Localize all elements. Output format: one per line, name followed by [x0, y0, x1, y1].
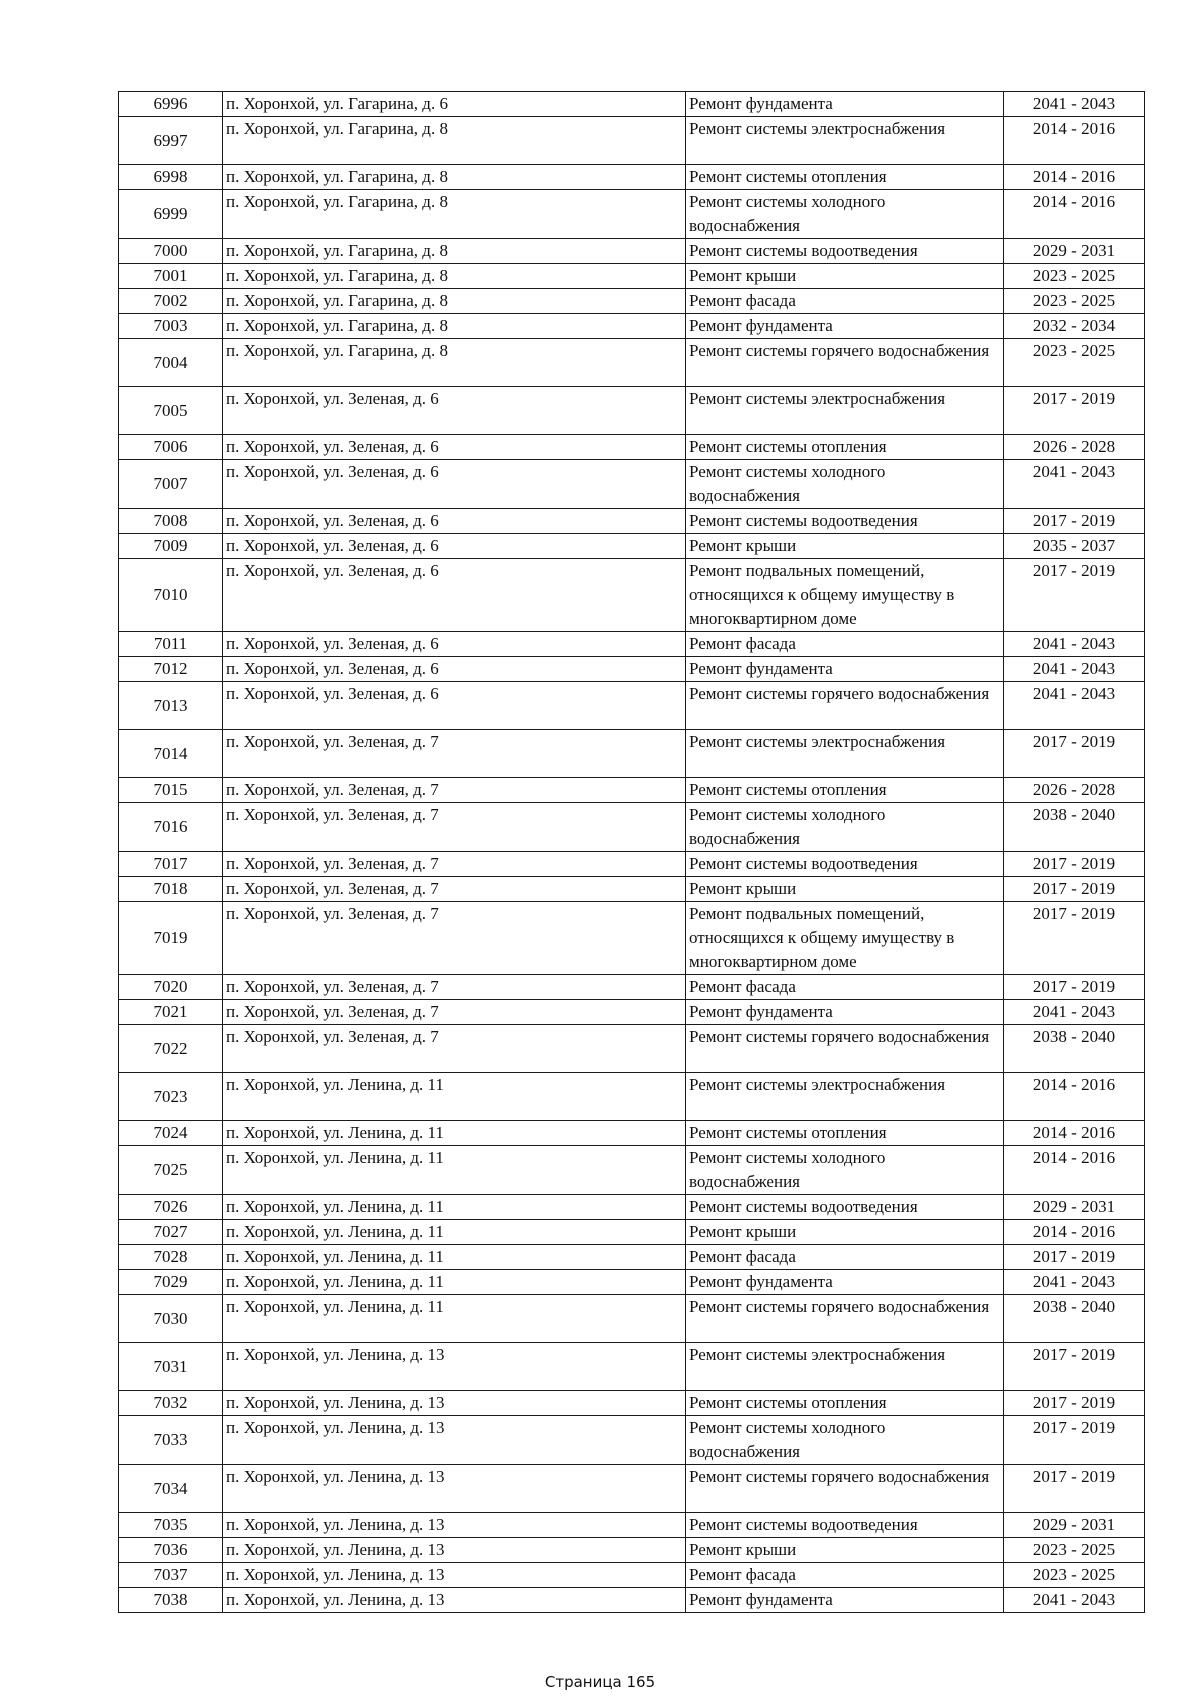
work-type-cell: Ремонт системы водоотведения	[686, 1513, 1004, 1538]
period-cell: 2017 - 2019	[1004, 1465, 1145, 1513]
work-type-cell: Ремонт фундамента	[686, 314, 1004, 339]
work-type-cell: Ремонт фундамента	[686, 1270, 1004, 1295]
work-type-cell: Ремонт системы водоотведения	[686, 239, 1004, 264]
table-row	[119, 387, 1145, 435]
table-row	[119, 657, 1145, 682]
address-cell: п. Хоронхой, ул. Зеленая, д. 7	[223, 778, 686, 803]
period-cell: 2017 - 2019	[1004, 730, 1145, 778]
period-cell: 2023 - 2025	[1004, 289, 1145, 314]
work-type-cell: Ремонт системы отопления	[686, 1121, 1004, 1146]
table-row	[119, 534, 1145, 559]
work-type-cell: Ремонт системы электроснабжения	[686, 1343, 1004, 1391]
table-row	[119, 877, 1145, 902]
address-cell: п. Хоронхой, ул. Зеленая, д. 6	[223, 657, 686, 682]
address-cell: п. Хоронхой, ул. Ленина, д. 13	[223, 1538, 686, 1563]
address-cell: п. Хоронхой, ул. Ленина, д. 13	[223, 1563, 686, 1588]
table-row	[119, 1295, 1145, 1343]
row-number: 7007	[119, 460, 223, 509]
row-number: 6998	[119, 165, 223, 190]
address-cell: п. Хоронхой, ул. Гагарина, д. 8	[223, 339, 686, 387]
work-type-cell: Ремонт фасада	[686, 632, 1004, 657]
row-number: 7016	[119, 803, 223, 852]
period-cell: 2038 - 2040	[1004, 1295, 1145, 1343]
row-number: 7025	[119, 1146, 223, 1195]
work-type-cell: Ремонт системы отопления	[686, 435, 1004, 460]
row-number: 7038	[119, 1588, 223, 1613]
address-cell: п. Хоронхой, ул. Зеленая, д. 6	[223, 682, 686, 730]
row-number: 7003	[119, 314, 223, 339]
period-cell: 2041 - 2043	[1004, 682, 1145, 730]
work-type-cell: Ремонт фундамента	[686, 1000, 1004, 1025]
row-number: 7031	[119, 1343, 223, 1391]
address-cell: п. Хоронхой, ул. Зеленая, д. 6	[223, 387, 686, 435]
period-cell: 2017 - 2019	[1004, 1245, 1145, 1270]
period-cell: 2041 - 2043	[1004, 1270, 1145, 1295]
row-number: 7027	[119, 1220, 223, 1245]
row-number: 7026	[119, 1195, 223, 1220]
row-number: 7018	[119, 877, 223, 902]
period-cell: 2041 - 2043	[1004, 92, 1145, 117]
table-row	[119, 165, 1145, 190]
row-number: 7030	[119, 1295, 223, 1343]
period-cell: 2014 - 2016	[1004, 1121, 1145, 1146]
address-cell: п. Хоронхой, ул. Зеленая, д. 7	[223, 975, 686, 1000]
row-number: 7020	[119, 975, 223, 1000]
table-row	[119, 1195, 1145, 1220]
address-cell: п. Хоронхой, ул. Ленина, д. 11	[223, 1270, 686, 1295]
work-type-cell: Ремонт фундамента	[686, 657, 1004, 682]
address-cell: п. Хоронхой, ул. Зеленая, д. 7	[223, 1000, 686, 1025]
period-cell: 2017 - 2019	[1004, 975, 1145, 1000]
address-cell: п. Хоронхой, ул. Зеленая, д. 6	[223, 460, 686, 509]
period-cell: 2017 - 2019	[1004, 387, 1145, 435]
address-cell: п. Хоронхой, ул. Ленина, д. 11	[223, 1295, 686, 1343]
row-number: 7001	[119, 264, 223, 289]
table-row	[119, 730, 1145, 778]
work-type-cell: Ремонт системы электроснабжения	[686, 387, 1004, 435]
period-cell: 2029 - 2031	[1004, 1513, 1145, 1538]
address-cell: п. Хоронхой, ул. Ленина, д. 11	[223, 1073, 686, 1121]
table-row	[119, 1588, 1145, 1613]
table-row	[119, 92, 1145, 117]
work-type-cell: Ремонт системы холодного водоснабжения	[686, 1416, 1004, 1465]
period-cell: 2023 - 2025	[1004, 264, 1145, 289]
table-row	[119, 1538, 1145, 1563]
address-cell: п. Хоронхой, ул. Зеленая, д. 7	[223, 852, 686, 877]
work-type-cell: Ремонт крыши	[686, 264, 1004, 289]
address-cell: п. Хоронхой, ул. Гагарина, д. 8	[223, 289, 686, 314]
row-number: 7029	[119, 1270, 223, 1295]
period-cell: 2017 - 2019	[1004, 559, 1145, 632]
row-number: 7024	[119, 1121, 223, 1146]
row-number: 7008	[119, 509, 223, 534]
address-cell: п. Хоронхой, ул. Зеленая, д. 7	[223, 902, 686, 975]
table-row	[119, 852, 1145, 877]
table-row	[119, 1245, 1145, 1270]
work-type-cell: Ремонт фасада	[686, 1563, 1004, 1588]
work-type-cell: Ремонт фундамента	[686, 1588, 1004, 1613]
work-type-cell: Ремонт фасада	[686, 289, 1004, 314]
work-type-cell: Ремонт системы электроснабжения	[686, 117, 1004, 165]
period-cell: 2032 - 2034	[1004, 314, 1145, 339]
address-cell: п. Хоронхой, ул. Гагарина, д. 8	[223, 264, 686, 289]
table-row	[119, 1416, 1145, 1465]
work-type-cell: Ремонт фасада	[686, 975, 1004, 1000]
address-cell: п. Хоронхой, ул. Гагарина, д. 8	[223, 239, 686, 264]
work-type-cell: Ремонт системы холодного водоснабжения	[686, 1146, 1004, 1195]
period-cell: 2014 - 2016	[1004, 190, 1145, 239]
repair-schedule-table	[118, 91, 1145, 1613]
work-type-cell: Ремонт системы отопления	[686, 1391, 1004, 1416]
table-row	[119, 289, 1145, 314]
table-row	[119, 239, 1145, 264]
address-cell: п. Хоронхой, ул. Ленина, д. 11	[223, 1146, 686, 1195]
work-type-cell: Ремонт системы горячего водоснабжения	[686, 1295, 1004, 1343]
work-type-cell: Ремонт системы горячего водоснабжения	[686, 682, 1004, 730]
row-number: 7010	[119, 559, 223, 632]
row-number: 7005	[119, 387, 223, 435]
work-type-cell: Ремонт крыши	[686, 534, 1004, 559]
period-cell: 2023 - 2025	[1004, 1538, 1145, 1563]
work-type-cell: Ремонт системы горячего водоснабжения	[686, 1025, 1004, 1073]
row-number: 6996	[119, 92, 223, 117]
table-row	[119, 1220, 1145, 1245]
address-cell: п. Хоронхой, ул. Гагарина, д. 8	[223, 165, 686, 190]
address-cell: п. Хоронхой, ул. Ленина, д. 11	[223, 1220, 686, 1245]
address-cell: п. Хоронхой, ул. Зеленая, д. 7	[223, 730, 686, 778]
address-cell: п. Хоронхой, ул. Зеленая, д. 7	[223, 803, 686, 852]
period-cell: 2041 - 2043	[1004, 632, 1145, 657]
row-number: 6997	[119, 117, 223, 165]
row-number: 7014	[119, 730, 223, 778]
address-cell: п. Хоронхой, ул. Зеленая, д. 6	[223, 632, 686, 657]
address-cell: п. Хоронхой, ул. Гагарина, д. 8	[223, 314, 686, 339]
period-cell: 2035 - 2037	[1004, 534, 1145, 559]
period-cell: 2029 - 2031	[1004, 1195, 1145, 1220]
page-number: Страница 165	[544, 1673, 656, 1691]
row-number: 7028	[119, 1245, 223, 1270]
period-cell: 2023 - 2025	[1004, 339, 1145, 387]
work-type-cell: Ремонт системы электроснабжения	[686, 730, 1004, 778]
table-row	[119, 1465, 1145, 1513]
period-cell: 2041 - 2043	[1004, 657, 1145, 682]
period-cell: 2014 - 2016	[1004, 1220, 1145, 1245]
row-number: 7023	[119, 1073, 223, 1121]
table-row	[119, 1073, 1145, 1121]
address-cell: п. Хоронхой, ул. Зеленая, д. 7	[223, 877, 686, 902]
address-cell: п. Хоронхой, ул. Ленина, д. 11	[223, 1195, 686, 1220]
row-number: 6999	[119, 190, 223, 239]
row-number: 7000	[119, 239, 223, 264]
period-cell: 2017 - 2019	[1004, 852, 1145, 877]
period-cell: 2038 - 2040	[1004, 1025, 1145, 1073]
table-row	[119, 902, 1145, 975]
row-number: 7012	[119, 657, 223, 682]
period-cell: 2029 - 2031	[1004, 239, 1145, 264]
address-cell: п. Хоронхой, ул. Зеленая, д. 7	[223, 1025, 686, 1073]
table-row	[119, 509, 1145, 534]
period-cell: 2026 - 2028	[1004, 778, 1145, 803]
work-type-cell: Ремонт подвальных помещений, относящихся к общему имуществу в многоквартирном доме	[686, 902, 1004, 975]
table-body	[119, 92, 1145, 1613]
table-row	[119, 1146, 1145, 1195]
table-row	[119, 803, 1145, 852]
work-type-cell: Ремонт системы отопления	[686, 778, 1004, 803]
work-type-cell: Ремонт системы водоотведения	[686, 1195, 1004, 1220]
row-number: 7002	[119, 289, 223, 314]
table-row	[119, 778, 1145, 803]
table-row	[119, 264, 1145, 289]
table-row	[119, 190, 1145, 239]
row-number: 7013	[119, 682, 223, 730]
address-cell: п. Хоронхой, ул. Гагарина, д. 8	[223, 190, 686, 239]
table-row	[119, 1391, 1145, 1416]
row-number: 7011	[119, 632, 223, 657]
table-row	[119, 975, 1145, 1000]
period-cell: 2041 - 2043	[1004, 460, 1145, 509]
period-cell: 2017 - 2019	[1004, 877, 1145, 902]
table-row	[119, 682, 1145, 730]
row-number: 7032	[119, 1391, 223, 1416]
work-type-cell: Ремонт системы водоотведения	[686, 852, 1004, 877]
table-row	[119, 559, 1145, 632]
period-cell: 2017 - 2019	[1004, 1416, 1145, 1465]
address-cell: п. Хоронхой, ул. Зеленая, д. 6	[223, 559, 686, 632]
table-row	[119, 117, 1145, 165]
address-cell: п. Хоронхой, ул. Ленина, д. 13	[223, 1391, 686, 1416]
period-cell: 2017 - 2019	[1004, 902, 1145, 975]
work-type-cell: Ремонт системы холодного водоснабжения	[686, 460, 1004, 509]
row-number: 7021	[119, 1000, 223, 1025]
row-number: 7004	[119, 339, 223, 387]
table-row	[119, 460, 1145, 509]
work-type-cell: Ремонт крыши	[686, 877, 1004, 902]
address-cell: п. Хоронхой, ул. Зеленая, д. 6	[223, 509, 686, 534]
table-row	[119, 435, 1145, 460]
work-type-cell: Ремонт крыши	[686, 1538, 1004, 1563]
row-number: 7037	[119, 1563, 223, 1588]
period-cell: 2017 - 2019	[1004, 1391, 1145, 1416]
table-row	[119, 1513, 1145, 1538]
row-number: 7033	[119, 1416, 223, 1465]
work-type-cell: Ремонт системы холодного водоснабжения	[686, 803, 1004, 852]
table-row	[119, 1270, 1145, 1295]
work-type-cell: Ремонт фасада	[686, 1245, 1004, 1270]
row-number: 7019	[119, 902, 223, 975]
table-row	[119, 1000, 1145, 1025]
address-cell: п. Хоронхой, ул. Зеленая, д. 6	[223, 534, 686, 559]
period-cell: 2014 - 2016	[1004, 1073, 1145, 1121]
period-cell: 2014 - 2016	[1004, 1146, 1145, 1195]
work-type-cell: Ремонт крыши	[686, 1220, 1004, 1245]
table-row	[119, 314, 1145, 339]
row-number: 7006	[119, 435, 223, 460]
period-cell: 2017 - 2019	[1004, 509, 1145, 534]
row-number: 7035	[119, 1513, 223, 1538]
row-number: 7036	[119, 1538, 223, 1563]
table-row	[119, 339, 1145, 387]
address-cell: п. Хоронхой, ул. Ленина, д. 13	[223, 1588, 686, 1613]
address-cell: п. Хоронхой, ул. Ленина, д. 13	[223, 1513, 686, 1538]
row-number: 7034	[119, 1465, 223, 1513]
period-cell: 2041 - 2043	[1004, 1588, 1145, 1613]
table-row	[119, 632, 1145, 657]
address-cell: п. Хоронхой, ул. Ленина, д. 13	[223, 1416, 686, 1465]
address-cell: п. Хоронхой, ул. Ленина, д. 11	[223, 1121, 686, 1146]
period-cell: 2026 - 2028	[1004, 435, 1145, 460]
address-cell: п. Хоронхой, ул. Гагарина, д. 8	[223, 117, 686, 165]
table-row	[119, 1121, 1145, 1146]
period-cell: 2017 - 2019	[1004, 1343, 1145, 1391]
address-cell: п. Хоронхой, ул. Ленина, д. 13	[223, 1465, 686, 1513]
work-type-cell: Ремонт системы холодного водоснабжения	[686, 190, 1004, 239]
row-number: 7022	[119, 1025, 223, 1073]
table-row	[119, 1343, 1145, 1391]
address-cell: п. Хоронхой, ул. Зеленая, д. 6	[223, 435, 686, 460]
work-type-cell: Ремонт системы отопления	[686, 165, 1004, 190]
address-cell: п. Хоронхой, ул. Ленина, д. 13	[223, 1343, 686, 1391]
work-type-cell: Ремонт системы горячего водоснабжения	[686, 1465, 1004, 1513]
work-type-cell: Ремонт подвальных помещений, относящихся к общему имуществу в многоквартирном доме	[686, 559, 1004, 632]
address-cell: п. Хоронхой, ул. Гагарина, д. 6	[223, 92, 686, 117]
period-cell: 2041 - 2043	[1004, 1000, 1145, 1025]
period-cell: 2014 - 2016	[1004, 165, 1145, 190]
period-cell: 2014 - 2016	[1004, 117, 1145, 165]
row-number: 7017	[119, 852, 223, 877]
work-type-cell: Ремонт системы электроснабжения	[686, 1073, 1004, 1121]
work-type-cell: Ремонт системы горячего водоснабжения	[686, 339, 1004, 387]
address-cell: п. Хоронхой, ул. Ленина, д. 11	[223, 1245, 686, 1270]
work-type-cell: Ремонт фундамента	[686, 92, 1004, 117]
period-cell: 2038 - 2040	[1004, 803, 1145, 852]
table-row	[119, 1563, 1145, 1588]
row-number: 7009	[119, 534, 223, 559]
row-number: 7015	[119, 778, 223, 803]
table-row	[119, 1025, 1145, 1073]
period-cell: 2023 - 2025	[1004, 1563, 1145, 1588]
work-type-cell: Ремонт системы водоотведения	[686, 509, 1004, 534]
